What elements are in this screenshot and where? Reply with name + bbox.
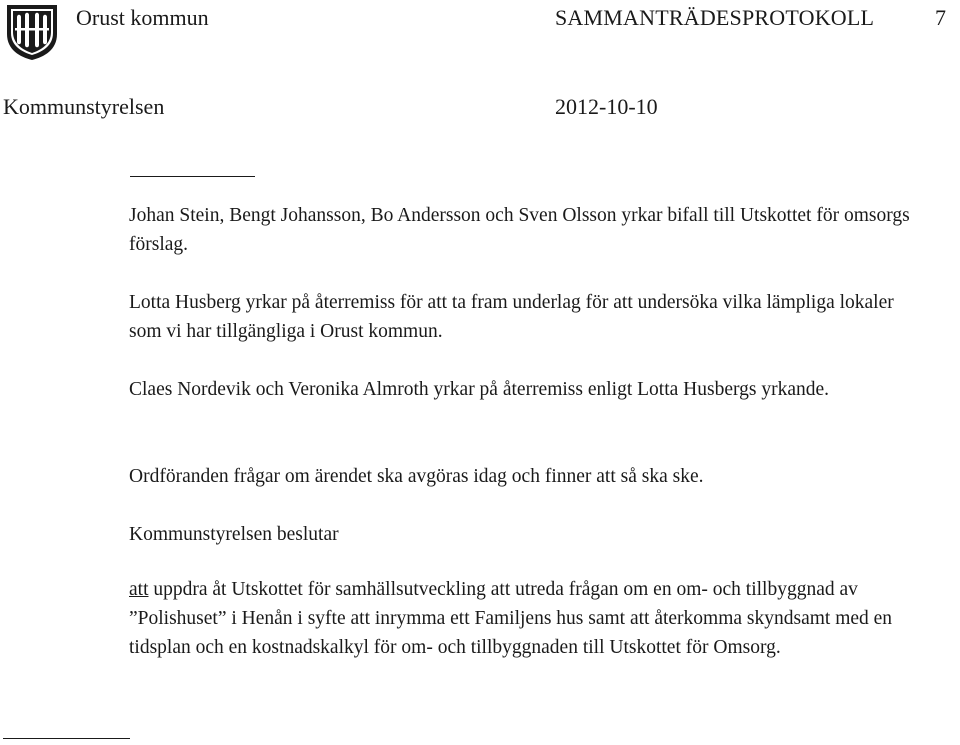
paragraph-bifall: Johan Stein, Bengt Johansson, Bo Andersson och Sven Olsson yrkar bifall till Utskottet för omsorgs förslag.	[129, 205, 910, 255]
decision-heading: Kommunstyrelsen beslutar	[129, 524, 339, 545]
municipal-coat-of-arms-icon	[4, 2, 60, 62]
signature-line-top	[130, 176, 255, 177]
page-number: 7	[935, 5, 946, 30]
decision-body: uppdra åt Utskottet för samhällsutveckling att utreda frågan om en om- och tillbyggnad av ”Polishuset” i Henån i syfte att inrymma ett Familjens hus samt att återkomma skyndsamt med en tidsplan och en kostnadskalkyl för om- och tillbyggnaden till Utskottet för Omsorg.	[129, 579, 893, 658]
decision-keyword: att	[129, 579, 149, 600]
paragraph-ordforanden: Ordföranden frågar om ärendet ska avgöras idag och finner att så ska ske.	[129, 466, 704, 487]
paragraph-aterremiss-nordevik: Claes Nordevik och Veronika Almroth yrkar på återremiss enligt Lotta Husbergs yrkande.	[129, 379, 830, 400]
board-name: Kommunstyrelsen	[3, 94, 165, 119]
decision-text	[129, 575, 929, 662]
document-type: SAMMANTRÄDESPROTOKOLL	[555, 5, 875, 30]
meeting-date: 2012-10-10	[555, 94, 658, 119]
organization-name: Orust kommun	[76, 5, 209, 30]
paragraph-aterremiss-husberg: Lotta Husberg yrkar på återremiss för att ta fram underlag för att undersöka vilka lämpliga lokaler som vi har tillgängliga i Orust kommun.	[129, 292, 894, 342]
signature-line-bottom	[3, 738, 130, 739]
